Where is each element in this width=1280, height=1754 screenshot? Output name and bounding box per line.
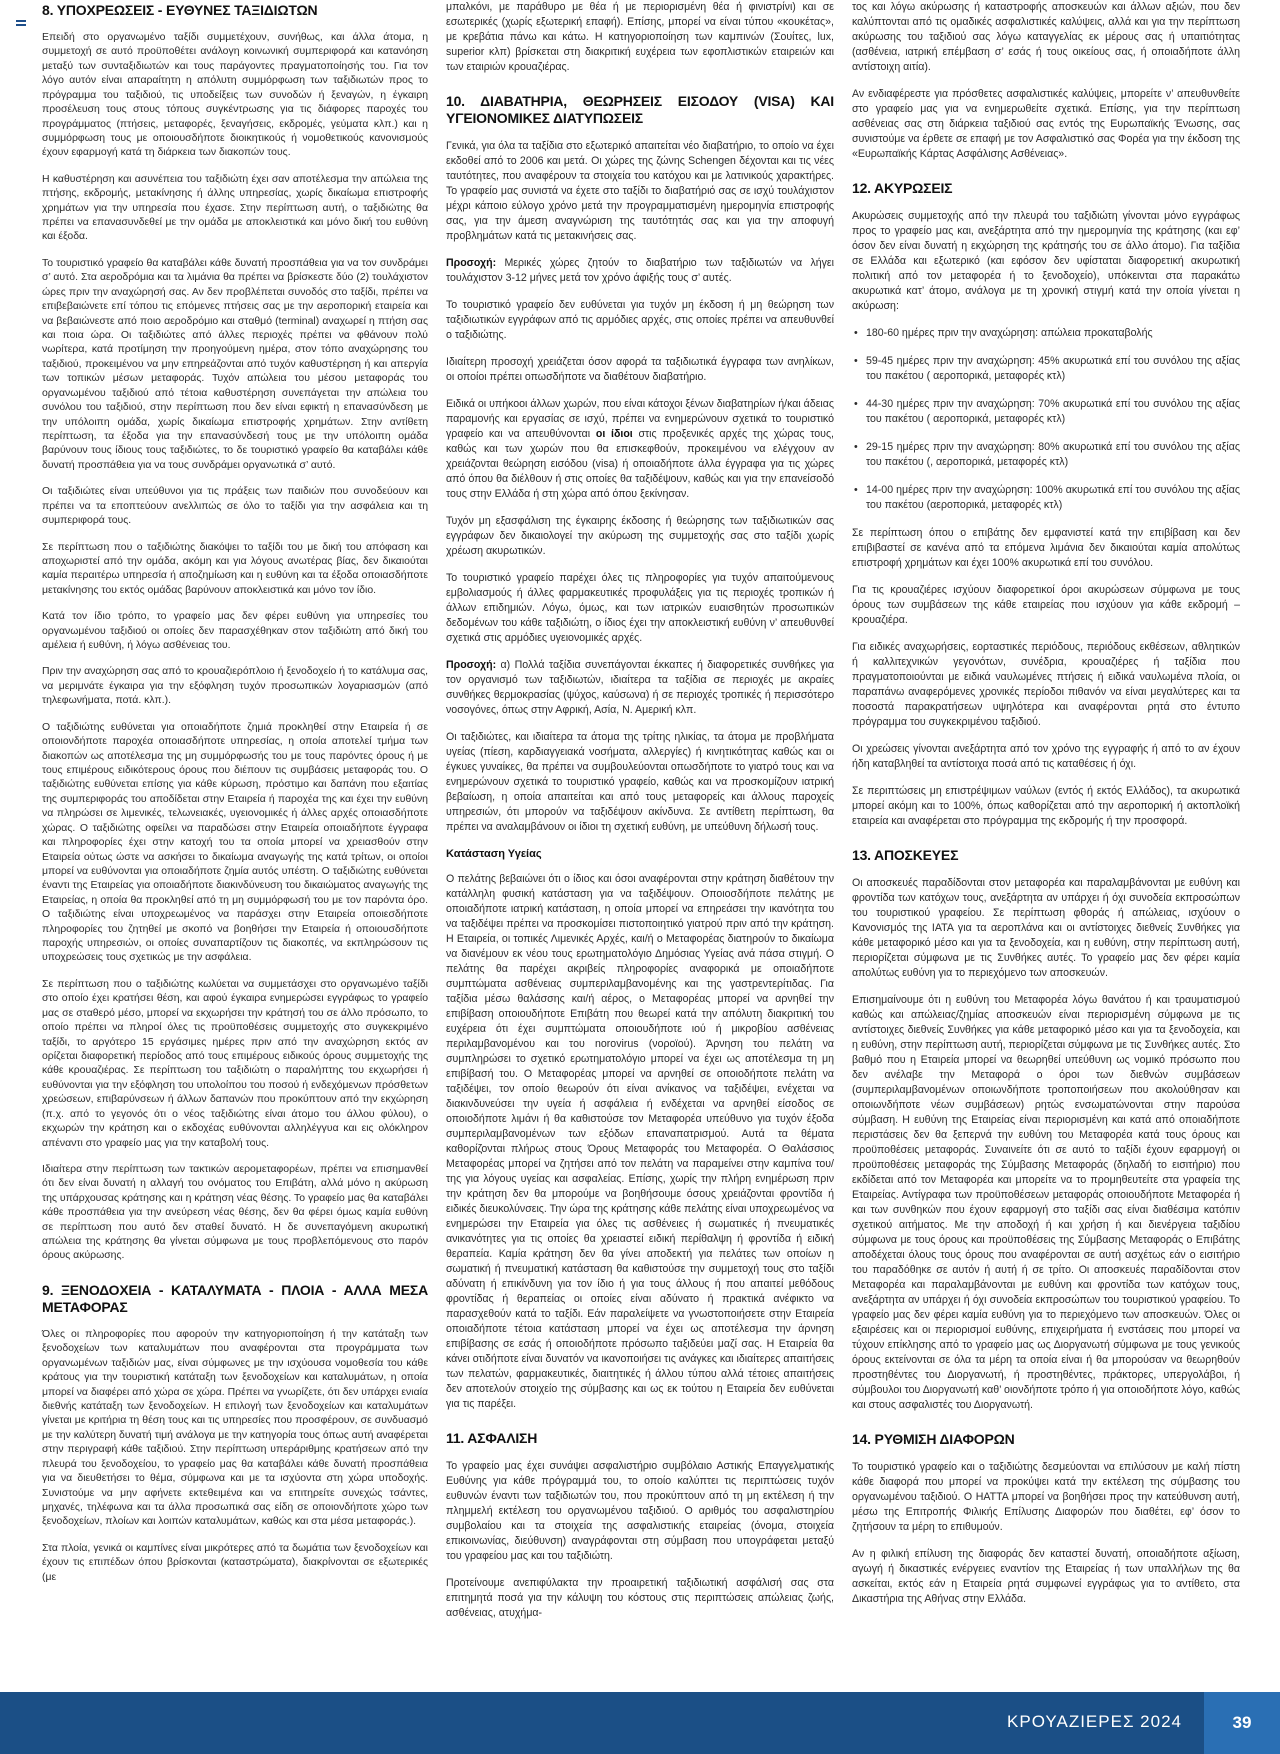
paragraph: Σε περίπτωση όπου ο επιβάτης δεν εμφανιστεί κατά την επιβίβαση και δεν επιβιβαστεί σε κανένα από τα επόμενα λιμάνια δεν δικαιούται καμία απολύτως επιστροφή χρημάτων και έχει 100% ακυρωτικά επί του συνόλου. (852, 527, 1240, 569)
paragraph-text: Μερικές χώρες ζητούν το διαβατήριο των ταξιδιωτών να λήγει τουλάχιστον 3-12 μήνες μετά τον χρόνο άφιξής τους σ’ αυτές. (446, 257, 834, 284)
paragraph: Πριν την αναχώρηση σας από το κρουαζιερόπλοιο ή ξενοδοχείο ή το κατάλυμα σας, να μεριμνάτε έγκαιρα για την εξόφληση τυχόν προσωπικών λογαριασμών (από τηλεφωνήματα, ποτά. κλπ.). (42, 666, 428, 707)
section-12-title: 12. ΑΚΥΡΩΣΕΙΣ (852, 180, 953, 196)
paragraph: Οι ταξιδιώτες είναι υπεύθυνοι για τις πράξεις των παιδιών που συνοδεύουν και πρέπει να τα εποπτεύουν ανελλιπώς σε όλο το ταξίδι για την ασφάλεια και τη συμπεριφορά τους. (42, 486, 428, 527)
footer-title: ΚΡΟΥΑΖΙΕΡΕΣ 2024 (1007, 1712, 1182, 1731)
paragraph-text: στις προξενικές αρχές της χώρας τους, καθώς και των χωρών που θα επισκεφθούν, προκειμένου να ελέγχουν αν χρειάζονται θεώρηση εισόδου (visa) ή οποιαδήποτε άλλα έγγραφα για τις χώρες από όπου θα διέλθουν ή στις οποίες θα ταξιδέψουν, καθώς και για την επανείσοδό τους στην Ελλάδα ή στη χώρα από όπου ξεκίνησαν. (446, 428, 834, 500)
paragraph: Ιδιαίτερα στην περίπτωση των τακτικών αερομεταφορέων, πρέπει να επισημανθεί ότι δεν είναι δυνατή η αλλαγή του ονόματος του Επιβάτη, αλλά μόνο η ακύρωση της υπάρχουσας κράτησης και η κράτηση νέας θέσης. Το γραφείο μας θα καταβάλει κάθε προσπάθεια για την ανεύρεση νέας θέσης, δεν θα φέρει όμως καμία ευθύνη σε περίπτωση που αυτό δεν σταθεί δυνατό. Η δε συνεπαγόμενη ακυρωτική απώλεια της κράτησης θα γίνεται σύμφωνα με τους προβλεπόμενους στο παρόν όρους ακύρωσης. (42, 1163, 428, 1262)
paragraph: Ο πελάτης βεβαιώνει ότι ο ίδιος και όσοι αναφέρονται στην κράτηση διαθέτουν την κατάλληλη φυσική κατάσταση για να ταξιδέψουν. Οποιοσδήποτε πελάτης με οποιαδήποτε ιατρική κατάσταση, η οποία μπορεί να επηρεάσει την ικανότητα του να ταξιδέψει πρέπει να προσκομίσει πιστοποιητικό γιατρού πριν από την κράτηση. Η Εταιρεία, οι τοπικές Λιμενικές Αρχές, και/ή ο Μεταφορέας διατηρούν το δικαίωμα να διανέμουν εκ νέου τους ερωτηματολόγιο Δημόσιας Υγείας ανά πάσα στιγμή. Ο πελάτης θα παρέχει ακριβείς πληροφορίες αναφορικά με οποιαδήποτε συμπτώματα ασθένειας συμπεριλαμβανομένης και της γαστρεντερίτιδας. Για ταξίδια μέσω θαλάσσης και/ή αέρος, ο Μεταφορέας μπορεί να αρνηθεί την επιβίβαση οποιουδήποτε Επιβάτη που θεωρεί κατά την απόλυτη διακριτική του ευχέρεια ότι έχει συμπτώματα οποιουδήποτε ιού ή μικροβίου ασθένειας περιλαμβανομένου και του norovirus (νοροϊού). Άρνηση του πελάτη να συμπληρώσει το σχετικό ερωτηματολόγιο μπορεί να έχει ως αποτέλεσμα τη μη επιβίβασή του. Ο Μεταφορέας μπορεί να αρνηθεί σε οποιοδήποτε πελάτη να ταξιδέψει, τον οποίο θεωρούν ότι είναι ανίκανος να ταξιδέψει, ενέχεται να διακινδυνεύσει την υγεία ή ασφάλεια ή ενδέχεται να αρνηθεί είσοδος σε οποιοδήποτε λιμάνι ή θα καθιστούσε τον Μεταφορέα υπεύθυνο για τυχόν έξοδα συμπεριλαμβανομένων των εξόδων επαναπατρισμού. Αυτά τα θέματα καθορίζονται πλήρως στους Όρους Μεταφοράς του Μεταφορέα. Ο Θαλάσσιος Μεταφορέας μπορεί να ζητήσει από τον πελάτη να παραμείνει στην καμπίνα του/της για λόγους υγείας και ασφαλείας. Επίσης, χωρίς την πλήρη ενημέρωση πριν την κράτηση δεν θα μπορούμε να βοηθήσουμε όσους χρειάζονται φροντίδα ή ειδικές διευκολύνσεις. Την ώρα της κράτησης κάθε πελάτης είναι υποχρεωμένος να ενημερώσει την Εταιρεία για όλες τις ασθένειες ή σωματικές ή πνευματικές ανικανότητες για τις οποίες θα χρειαστεί ειδική περίθαλψη ή φροντίδα ή ειδική θεραπεία. Καμία κράτηση δεν θα γίνει αποδεκτή για πελάτες των οποίων η σωματική ή πνευματική κατάσταση θα καθιστούσε την συμμετοχή τους στο ταξίδι αδύνατη ή επικίνδυνη για τον ίδιο ή για τους άλλους ή που απαιτεί μεθόδους φροντίδας ή θεραπείας οι οποίες είναι αδύνατο ή πρακτικά ανέφικτο να παρασχεθούν κατά το ταξίδι. Εάν παραλείψετε να γνωστοποιήσετε στην Εταιρεία οποιαδήποτε τέτοια κατάσταση μπορεί να έχει ως αποτέλεσμα την άρνηση επιβίβασης σε εσάς ή οποιοδήποτε πρόσωπο ταξιδεύει μαζί σας. Η Εταιρεία θα κάνει οτιδήποτε είναι δυνατόν να ικανοποιήσει τις ανάγκες και ιδιαίτερες απαιτήσεις των πελατών, φαρμακευτικές, διαιτητικές ή άλλου τύπου αλλά τέτοιες απαιτήσεις δεν αποτελούν στοιχείο της σύμβασης και ως εκ τούτου η Εταιρεία δεν ευθύνεται για τις παρέξει. (446, 873, 834, 1410)
paragraph: Οι χρεώσεις γίνονται ανεξάρτητα από τον χρόνο της εγγραφής ή από το αν έχουν ήδη καταβληθεί τα αντίστοιχα ποσά από τις καταθέσεις ή όχι. (852, 743, 1240, 770)
paragraph: Για τις κρουαζιέρες ισχύουν διαφορετικοί όροι ακυρώσεων σύμφωνα με τους όρους των συμβάσεων της κάθε εταιρείας που ισχύουν για κάθε εκδρομή – κρουαζιέρα. (852, 584, 1240, 626)
paragraph: Επισημαίνουμε ότι η ευθύνη του Μεταφορέα λόγω θανάτου ή και τραυματισμού καθώς και απώλειας/ζημίας αποσκευών είναι περιορισμένη σύμφωνα με τις αντίστοιχες διεθνείς Συνθήκες για κάθε μεταφορικό μέσο και για τα ξενοδοχεία, και η ευθύνη, στην περίπτωση αυτή, περιορίζεται σύμφωνα με τις Συνθήκες αυτές. Στο βαθμό που η Εταιρεία μπορεί να θεωρηθεί υπεύθυνη ως νομικό πρόσωπο που δεν ανέλαβε την Μεταφορά ο όροι των διεθνών συμβάσεων (συμπεριλαμβανομένων οποιωνδήποτε τροποποιήσεων που ακολούθησαν και οποιωνδήποτε νέων συμβάσεων) ρητώς ενσωματώνονται στην παρούσα σύμβαση. Η ευθύνη της Εταιρείας είναι περιορισμένη και κατά από οποιαδήποτε περιστάσεις δεν θα ξεπερνά την ευθύνη του Μεταφορέα κατά τους όρους και προϋποθέσεις μεταφοράς. Συναινείτε ότι σε αυτό το ταξίδι έχουν εφαρμογή οι προϋποθέσεις μεταφοράς της Σύμβασης Μεταφοράς (δηλαδή το εισιτήριο) που εκδίδεται από τον Μεταφορέα και μπορείτε να το προμηθευτείτε στα γραφεία της Εταιρείας. Αντίγραφα των προϋποθέσεων μεταφοράς οποιουδήποτε Μεταφορέα ή και των συνθηκών που έχουν εφαρμογή στο ταξίδι σας είναι διαθέσιμα κατόπιν σχετικού αιτήματος. Με την αποδοχή ή και χρήση ή και διενέργεια ταξιδίου σύμφωνα με τους όρους και προϋποθέσεις της Σύμβασης Μεταφοράς ο Επιβάτης αποδέχεται όλους τους όρους που αναφέρονται σε αυτή ασχέτως εάν ο εισιτήριο του παραδόθηκε σε αυτόν ή αυτή ή σε τρίτο. Οι αποσκευές παραδίδονται στον Μεταφορέα και παραλαμβάνονται με ευθύνη και φροντίδα των κατόχων τους, ανεξάρτητα αν υπάρχει ή όχι συνοδεία εκπροσώπων του τουριστικού γραφείου. Το γραφείο μας δεν φέρει καμία ευθύνη για το περιεχόμενο των αποσκευών. Όλες οι εξαιρέσεις και οι περιορισμοί ευθύνης, επιχειρήματα ή ενστάσεις που μπορεί να τύχουν επίκλησης από το γραφείο μας ως Διοργανωτή σύμφωνα με τους γενικούς όρους εκτείνονται σε όλα τα μέρη τα οποία είναι ή θα μπορούσαν να θεωρηθούν προστηθέντες του Διοργανωτή, ή προστηθέντες, πράκτορες, υπεργολάβοι, ή σύμβουλοι του Διοργανωτή καθ’ οιονδήποτε τρόπο ή για οποιοδήποτε λόγο, καθώς και στους ασφαλιστές του Διοργανωτή. (852, 994, 1240, 1411)
paragraph: Κατά τον ίδιο τρόπο, το γραφείο μας δεν φέρει ευθύνη για υπηρεσίες του οργανωμένου ταξιδιού οι οποίες δεν παρασχέθηκαν στον ταξιδιώτη από δική του αμέλεια ή ευθύνη, ή λόγω ασθένειας του. (42, 611, 428, 652)
paragraph: Για ειδικές αναχωρήσεις, εορταστικές περιόδους, περιόδους εκθέσεων, αθλητικών ή καλλιτεχνικών γεγονότων, συνέδρια, κρουαζιέρες ή ταξίδια που πραγματοποιούνται με ειδικά ναυλωμένες πτήσεις ή ειδικά ναυλωμένα πλοία, οι παραπάνω αναφερόμενες χρονικές περίοδοι πιθανόν να είναι μεγαλύτερες και τα ποσοστά παρακρατήσεων υψηλότερα και αναφέρονται ρητά στο έντυπο πρόγραμμα του συγκεκριμένου ταξιδιού. (852, 641, 1240, 728)
list-item: • 180-60 ημέρες πριν την αναχώρηση: απώλεια προκαταβολής (852, 326, 1240, 341)
paragraph: Οι αποσκευές παραδίδονται στον μεταφορέα και παραλαμβάνονται με ευθύνη και φροντίδα των κατόχων τους, ανεξάρτητα αν υπάρχει ή όχι συνοδεία εκπροσώπων του τουριστικού γραφείου. Σε περίπτωση φθοράς ή απώλειας, ισχύουν ο Κανονισμός της IATA για τα αεροπλάνα και οι αντίστοιχες διεθνείς Συνθήκες για κάθε μεταφορικό μέσο και για τα ξενοδοχεία, και η ευθύνη, στην περίπτωση αυτή, περιορίζεται σύμφωνα με τις Συνθήκες αυτές. Το γραφείο μας δεν φέρει καμία απολύτως ευθύνη για το περιεχόμενο των αποσκευών. (852, 877, 1240, 979)
paragraph: Το γραφείο μας έχει συνάψει ασφαλιστήριο συμβόλαιο Αστικής Επαγγελματικής Ευθύνης για κάθε πρόγραμμά του, το οποίο καλύπτει τις περιπτώσεις τυχόν ευθυνών έναντι των ταξιδιωτών του, που προκύπτουν από τη μη εκτέλεση ή την πλημμελή εκτέλεση του οργανωμένου ταξιδιού. Ο αριθμός του ασφαλιστηρίου συμβολαίου και τα στοιχεία της ασφαλιστικής εταιρείας (όνομα, στοιχεία επικοινωνίας, διεύθυνση) αναγράφονται στη σύμβαση που υπογράφεται μεταξύ του γραφείου μας και του ταξιδιώτη. (446, 1460, 834, 1562)
page-number: 39 (1204, 1692, 1280, 1754)
paragraph: Αν η φιλική επίλυση της διαφοράς δεν καταστεί δυνατή, οποιαδήποτε αξίωση, αγωγή ή δικαστικές ενέργειες εναντίον της Εταιρείας ή των υπαλλήλων της θα ασκείται, εκτός εάν η Εταιρεία ρητά συμφωνεί εγγράφως για το αντίθετο, στα Δικαστήρια της Αθήνας στην Ελλάδα. (852, 1548, 1240, 1605)
paragraph: Το τουριστικό γραφείο και ο ταξιδιώτης δεσμεύονται να επιλύσουν με καλή πίστη κάθε διαφορά που μπορεί να προκύψει κατά την εκτέλεση της σύμβασης του οργανωμένου ταξιδιού. Ο HATTA μπορεί να βοηθήσει προς την κατεύθυνση αυτή, μέσω της Επιτροπής Φιλικής Επίλυσης Διαφορών που διαθέτει, εφ’ όσον το ζητήσουν τα μέρη το επιθυμούν. (852, 1461, 1240, 1533)
warning-label: Προσοχή: (446, 257, 497, 269)
bold-text: οι ίδιοι (595, 428, 633, 440)
paragraph: Το τουριστικό γραφείο θα καταβάλει κάθε δυνατή προσπάθεια για να τον συνδράμει σ’ αυτό. Στα αεροδρόμια και τα λιμάνια θα πρέπει να βρίσκεστε δύο (2) τουλάχιστον ώρες πριν την αναχώρησή σας. Αν δεν προβλέπεται συνοδός στο ταξίδι, πρέπει να επιβεβαιώνετε επί τόπου τις επόμενες πτήσεις σας με την αεροπορική εταιρεία και να βεβαιώνεστε από ποιο αεροδρόμιο και σταθμό (terminal) αναχωρεί η πτήση σας και ποια ώρα. Οι ταξιδιώτες από άλλες περιοχές πρέπει να φθάνουν πολύ νωρίτερα, κατά προτίμηση την προηγούμενη ημέρα, στον τόπο αναχώρησης του ταξιδιού, προκειμένου να μην επηρεάζονται από τυχόν καθυστέρηση ή και απεργία των τοπικών μέσων μεταφοράς. Τυχόν απώλεια του μέσου μεταφοράς του οργανωμένου ταξιδιού από τέτοια καθυστέρηση συνεπάγεται την απώλεια του συνόλου του ταξιδιού, στην περίπτωση που δεν είναι εφικτή η επανασύνδεση με την υπόλοιπη ομάδα, χωρίς δικαίωμα επιστροφής χρημάτων. Στην αντίθετη περίπτωση, τα έξοδα για την επανασύνδεσή τους με την υπόλοιπη ομάδα βαρύνουν τους ίδιους τους ταξιδιώτες, το δε τουριστικό γραφείο θα καταβάλει κάθε δυνατή προσπάθεια για να τους συνδράμει οργανωτικά σ’ αυτό. (42, 257, 428, 471)
paragraph: Το τουριστικό γραφείο παρέχει όλες τις πληροφορίες για τυχόν απαιτούμενους εμβολιασμούς ή άλλες φαρμακευτικές προφυλάξεις για τις περιοχές τροπικών ή άλλων επιδημιών. Λόγω, όμως, και των ιατρικών ευαισθητών προσωπικών δεδομένων του κάθε ταξιδιώτη, ο ίδιος έχει την αποκλειστική ευθύνη ν’ απευθυνθεί σχετικά στις αρμόδιες υγειονομικές αρχές. (446, 572, 834, 644)
list-item: • 44-30 ημέρες πριν την αναχώρηση: 70% ακυρωτικά επί του συνόλου της αξίας του πακέτου ( αεροπορικά, μεταφορές κτλ) (852, 397, 1240, 427)
paragraph: Προτείνουμε ανεπιφύλακτα την προαιρετική ταξιδιωτική ασφάλισή σας στα επιτημητά ποσά για την κάλυψη του κόστους στις περιπτώσεις απώλειας ζωής, ασθένειας, ατυχήμα- (446, 1577, 834, 1619)
paragraph: Ακυρώσεις συμμετοχής από την πλευρά του ταξιδιώτη γίνονται μόνο εγγράφως προς το γραφείο μας και, ανεξάρτητα από την ημερομηνία της κράτησης (και εφ’ όσον δεν είναι δυνατή η εκχώρηση της κράτησής του σε άλλο άτομο). Για ταξίδια σε Ελλάδα και εξωτερικό (και εφόσον δεν υφίσταται διαφορετική ακυρωτική πολιτική από τον μεταφορέα ή το ξενοδοχείο), υπόκεινται στα παρακάτω ακυρωτικά κατ’ άτομο, ανάλογα με τη χρονική στιγμή κατά την οποία γίνεται η ακύρωση: (852, 210, 1240, 312)
list-item: • 59-45 ημέρες πριν την αναχώρηση: 45% ακυρωτικά επί του συνόλου της αξίας του πακέτου ( αεροπορικά, μεταφορές κτλ) (852, 354, 1240, 384)
menu-icon[interactable] (16, 20, 26, 28)
section-10-title: 10. ΔΙΑΒΑΤΗΡΙΑ, ΘΕΩΡΗΣΕΙΣ ΕΙΣΟΔΟΥ (VISA) ΚΑΙ ΥΓΕΙΟΝΟΜΙΚΕΣ ΔΙΑΤΥΠΩΣΕΙΣ (446, 93, 834, 126)
health-subtitle: Κατάσταση Υγείας (446, 848, 542, 860)
section-14-title: 14. ΡΥΘΜΙΣΗ ΔΙΑΦΟΡΩΝ (852, 1431, 1015, 1447)
paragraph: Σε περίπτωση που ο ταξιδιώτης διακόψει το ταξίδι του με δική του απόφαση και αποχωριστεί από την ομάδα, ακόμη και για λόγους ανωτέρας βίας, δεν δικαιούται καμία περαιτέρω υπηρεσία ή αποζημίωση και η ευθύνη και τα έξοδα οποιασδήποτε μετακίνησης του εκτός ομάδας βαρύνουν αποκλειστικά και μόνο τον ίδιο. (42, 541, 428, 596)
paragraph: Επειδή στο οργανωμένο ταξίδι συμμετέχουν, συνήθως, και άλλα άτομα, η συμμετοχή σε αυτό προϋποθέτει ανάλογη κοινωνική συμπεριφορά και κατανόηση μεταξύ των συνταξιδιωτών και τους παράγοντες πραγματοποίησής του. Για τον λόγο αυτόν είναι απαραίτητη η απόλυτη συμμόρφωση των ταξιδιωτών προς το πρόγραμμα του ταξιδιού, τις υποδείξεις των συνοδών ή ξεναγών, η έγκαιρη προσέλευση τους στους τόπους συγκέντρωσης για τις διάφορες παροχές του προγράμματος (πτήσεις, μεταφορές, ξεναγήσεις, εκδρομές, γεύματα κλπ.) και η συμμόρφωση τους με οποιουσδήποτε διοικητικούς ή νομοθετικούς κανονισμούς έχουν εφαρμογή κατά τη διάρκεια των διακοπών τους. (42, 32, 428, 159)
paragraph: Τυχόν μη εξασφάλιση της έγκαιρης έκδοσης ή θεώρησης των ταξιδιωτικών σας εγγράφων δεν δικαιολογεί την ακύρωση της συμμετοχής σας στο ταξίδι χωρίς χρέωση ακυρωτικών. (446, 515, 834, 557)
paragraph: Ο ταξιδιώτης ευθύνεται για οποιαδήποτε ζημιά προκληθεί στην Εταιρεία ή σε οποιονδήποτε παροχέα οποιασδήποτε υπηρεσίας, η οποία αποτελεί τμήμα των διακοπών ως αποτέλεσμα της μη συμμόρφωσής του με τους παρόντες όρους ή με τους επιμέρους ειδικότερους όρους που διέπουν τις συμβάσεις μεταφοράς του. Ο ταξιδιώτης ευθύνεται επίσης για κάθε κύρωση, πρόστιμο και δαπάνη που εξαιτίας της συμπεριφοράς του αποδίδεται στην Εταιρεία ή παροχέα της και έχει την ευθύνη να πληρώσει σε λιμενικές, τελωνειακές, υγειονομικές ή άλλες αρχές οποιασδήποτε χώρας. Ο ταξιδιώτης οφείλει να παραδώσει στην Εταιρεία οποιαδήποτε έγγραφα και πληροφορίες έχει στην κατοχή του τα οποία μπορεί να χρειασθούν στην Εταιρεία ούτως ώστε να ασκήσει το δικαίωμα αναγωγής της κατά τρίτων, οι οποίοι μπορεί να ευθύνονται για οποιαδήποτε ζημία αυτός υπέστη. Ο ταξιδιώτης ευθύνεται έναντι της Εταιρείας για οποιαδήποτε διακινδύνευση του δικαιώματος αναγωγής της Εταιρείας, η οποία θα προκληθεί από τη μη συμμόρφωσή του με τον παρόντα όρο. Ο ταξιδιώτης είναι υποχρεωμένος να παράσχει στην Εταιρεία οποιεσδήποτε πληροφορίες του ζητηθεί με σκοπό να βοηθήσει την Εταιρεία ή οποιουσδήποτε παροχής υπηρεσιών, οι οποίες συναπαρτίζουν τις διακοπές, να εκπληρώσουν τις υποχρεώσεις τους σχετικώς με την ασφάλεια. (42, 721, 428, 964)
paragraph (446, 658, 834, 718)
paragraph: Σε περιπτώσεις μη επιστρέψιμων ναύλων (εντός ή εκτός Ελλάδος), τα ακυρωτικά μπορεί ακόμη και το 100%, όπως καθορίζεται από την αεροπορική ή ακτοπλοϊκή εταιρεία και αναφέρεται στο πρόγραμμα της εκδρομής ή την προσφορά. (852, 785, 1240, 827)
column-3 (852, 0, 1240, 1619)
paragraph (446, 256, 834, 286)
paragraph: Το τουριστικό γραφείο δεν ευθύνεται για τυχόν μη έκδοση ή μη θεώρηση των ταξιδιωτικών εγγράφων από τις αρμόδιες αρχές, στις οποίες πρέπει να απευθυνθεί ο ταξιδιώτης. (446, 299, 834, 341)
column-1 (42, 0, 428, 1597)
paragraph-text: α) Πολλά ταξίδια συνεπάγονται έκκαπες ή διαφορετικές συνθήκες για τον οργανισμό των ταξιδιωτών, ιδιαίτερα τα ταξίδια σε περιοχές με ακραίες συνθήκες θερμοκρασίας (ψύχος, καύσωνα) ή σε περιοχές τροπικές ή περισσότερο νοσογόνες, όπως στην Αφρική, Ασία, Ν. Αμερική κλπ. (446, 659, 834, 716)
paragraph (446, 397, 834, 502)
list-item: • 14-00 ημέρες πριν την αναχώρηση: 100% ακυρωτικά επί του συνόλου της αξίας του πακέτου (αεροπορικά, μεταφορές κτλ) (852, 483, 1240, 513)
section-13-title: 13. ΑΠΟΣΚΕΥΕΣ (852, 847, 959, 863)
footer-bar (0, 1692, 1280, 1754)
paragraph: Η καθυστέρηση και ασυνέπεια του ταξιδιώτη έχει σαν αποτέλεσμα την απώλεια της πτήσης, εκδρομής, μετακίνησης ή άλλης υπηρεσίας, χωρίς δικαίωμα επιστροφής χρημάτων για την υπηρεσία που έχασε. Στην περίπτωση αυτή, ο ταξιδιώτης θα πρέπει να επανασυνδεθεί με την ομάδα με αποκλειστικά και μόνο δική του ευθύνη και έξοδα. (42, 173, 428, 243)
list-item: • 29-15 ημέρες πριν την αναχώρηση: 80% ακυρωτικά επί του συνόλου της αξίας του πακέτου (, αεροπορικά, μεταφορές κτλ) (852, 440, 1240, 470)
section-11-title: 11. ΑΣΦΑΛΙΣΗ (446, 1430, 538, 1446)
cancellation-list (852, 326, 1240, 513)
paragraph: Στα πλοία, γενικά οι καμπίνες είναι μικρότερες από τα δωμάτια των ξενοδοχείων και έχουν τις επιπέδων όπου βρίσκονται (καταστρώματα), διακρίνονται σε εξωτερικές (με (42, 1542, 428, 1583)
paragraph: Όλες οι πληροφορίες που αφορούν την κατηγοριοποίηση ή την κατάταξη των ξενοδοχείων των καταλυμάτων που αναφέρονται στα προγράμματα των οργανωμένων ταξιδιών μας, είναι σύμφωνες με την ισχύουσα νομοθεσία του κάθε κράτους για την τουριστική κατάταξη των ξενοδοχείων και καταλυμάτων, η οποία μπορεί να διαφέρει από χώρα σε χώρα. Πρέπει να γνωρίζετε, ότι δεν υπάρχει ενιαία διεθνής κατάταξη των ξενοδοχείων. Η επιλογή των ξενοδοχείων και καταλυμάτων γίνεται με κριτήρια τη θέση τους και τις υπηρεσίες που προσφέρουν, σε συνδυασμό με την καλύτερη δυνατή τιμή ανάλογα με την κατηγορία τους όπως αυτή αναφέρεται στην περιγραφή κάθε ταξιδιού. Στην περίπτωση υπεράριθμης κρατήσεων από την πλευρά του ξενοδοχείου, το γραφείο μας θα καταβάλει κάθε δυνατή προσπάθεια για να διευθετήσει το θέμα, σύμφωνα και με τα ισχύοντα στη χώρα υποδοχής. Συνιστούμε να μην αφήνετε εκτεθειμένα και να επιτηρείτε συνεχώς τσάντες, μηχανές, τηλέφωνα και τα άλλα προσωπικά σας είδη σε οποιονδήποτε χώρο των ξενοδοχείων, πλοίων και λοιπών καταλυμάτων, καθώς και στα μέσα μεταφοράς.). (42, 1328, 428, 1528)
column-2 (446, 0, 834, 1633)
paragraph: τος και λόγω ακύρωσης ή καταστροφής αποσκευών και άλλων αξιών, που δεν καλύπτονται από τις ομαδικές ασφαλιστικές καλύψεις, αλλά και για την περίπτωση ακύρωσης του ταξιδιού σας λόγω καταγγελίας εκ μέρους σας ή υπαιτιότητας (ασθένεια, ιατρική επέμβαση σ’ εσάς ή τους οικείους σας, ή οποιαδήποτε άλλη αντίστοιχη αιτία). (852, 1, 1240, 73)
paragraph: Σε περίπτωση που ο ταξιδιώτης κωλύεται να συμμετάσχει στο οργανωμένο ταξίδι στο οποίο έχει κρατήσει θέση, και αφού έγκαιρα ενημερώσει εγγράφως το γραφείο μας σε σταθερό μέσο, μπορεί να εκχωρήσει την κράτησή του σε άλλο πρόσωπο, το οποίο πρέπει να πληροί όλες τις προϋποθέσεις συμμετοχής στο συγκεκριμένο ταξίδι, το αργότερο 15 εργάσιμες ημέρες πριν από την αναχώρηση εκτός αν ορίζεται διαφορετική περίοδος από τους επιμέρους ειδικούς όρους συμμετοχής της κάθε κρουαζιέρας. Σε περίπτωση του ταξιδιώτη ο παραλήπτης του εκχωρήσει ή ευθύνονται για την εξόφληση του υπολοίπου του ποσού ή ενδεχόμενων πρόσθετων χρεώσεων, επιβαρύνσεων ή άλλων δαπανών που προκύπτουν από την εκχώρηση (π.χ. από το γεγονός ότι ο νέος ταξιδιώτης είναι άτομο του άλλου φύλου), ο εκχωρών την κράτηση και ο εκδοχέας ευθύνονται αλληλέγγυα και εις ολόκληρον απέναντι στο γραφείο μας για την καταβολή τους. (42, 978, 428, 1149)
section-8-title: 8. ΥΠΟΧΡΕΩΣΕΙΣ - ΕΥΘΥΝΕΣ ΤΑΞΙΔΙΩΤΩΝ (42, 2, 318, 18)
warning-label: Προσοχή: (446, 659, 497, 671)
section-9-title: 9. ΞΕΝΟΔΟΧΕΙΑ - ΚΑΤΑΛΥΜΑΤΑ - ΠΛΟΙΑ - ΑΛΛΑ ΜΕΣΑ ΜΕΤΑΦΟΡΑΣ (42, 1281, 428, 1315)
paragraph: μπαλκόνι, με παράθυρο με θέα ή με περιορισμένη θέα ή φινιστρίνι) και σε εσωτερικές (χωρίς εξωτερική επαφή). Επίσης, μπορεί να είναι τύπου «κουκέτας», με κρεβάτια πάνω και κάτω. Η κατηγοριοποίηση των καμπινών (Σουίτες, lux, superior κλπ) βρίσκεται στη διακριτική ευχέρεια των εφοπλιστικών εταιρειών και των εταιριών κρουαζιέρας. (446, 1, 834, 73)
paragraph: Ιδιαίτερη προσοχή χρειάζεται όσον αφορά τα ταξιδιωτικά έγγραφα των ανηλίκων, οι οποίοι πρέπει οπωσδήποτε να διαθέτουν διαβατήριο. (446, 356, 834, 383)
paragraph: Γενικά, για όλα τα ταξίδια στο εξωτερικό απαιτείται νέο διαβατήριο, το οποίο να έχει εκδοθεί από το 2006 και μετά. Οι χώρες της ζώνης Schengen δέχονται και τις νέες ταυτότητες, που αναφέρουν τα στοιχεία του κατόχου και με λατινικούς χαρακτήρες. Το γραφείο μας συνιστά να έχετε στο ταξίδι το διαβατήριό σας σε ισχύ τουλάχιστον μέχρι κάποιο εύλογο χρόνο μετά την προγραμματισμένη ημερομηνία επιστροφής σας, για την άμεση αναγνώριση της ταυτότητάς σας και για την αποφυγή προβλημάτων κατά τις μετακινήσεις σας. (446, 140, 834, 242)
paragraph: Αν ενδιαφέρεστε για πρόσθετες ασφαλιστικές καλύψεις, μπορείτε ν’ απευθυνθείτε στο γραφείο μας για να ενημερωθείτε σχετικά. Επίσης, για την περίπτωση ασθένειας σας στη διάρκεια ταξιδιού σας εντός της Ευρωπαϊκής Ένωσης, σας συνιστούμε να έρθετε σε επαφή με τον Ασφαλιστικό σας Φορέα για την έκδοση της «Ευρωπαϊκής Κάρτας Ασφάλισης Ασθένειας». (852, 88, 1240, 160)
paragraph-text: Ειδικά οι υπήκοοι άλλων χωρών, που είναι κάτοχοι ξένων διαβατηρίων ή/και άδειας παραμονής και εργασίας σε ισχύ, πρέπει να ενημερώνουν σχετικά το τουριστικό γραφείο και να απευθύνονται (446, 398, 835, 440)
paragraph: Οι ταξιδιώτες, και ιδιαίτερα τα άτομα της τρίτης ηλικίας, τα άτομα με προβλήματα υγείας (πίεση, καρδιαγγειακά νοσήματα, αλλεργίες) ή κινητικότητας καθώς και οι έγκυες γυναίκες, θα πρέπει να συμβουλεύονται οπωσδήποτε το γιατρό τους και να ενημερώνουν σχετικά το τουριστικό γραφείο, καθώς και να προσκομίζουν ιατρική βεβαίωση, η οποία απαιτείται και από τους μεταφορείς και άλλους παροχείς υπηρεσιών, ότι μπορούν να ταξιδέψουν ακίνδυνα. Σε αντίθετη περίπτωση, θα πρέπει να αναλαμβάνουν οι ίδιοι τη σχετική ευθύνη, με υπεύθυνη δήλωσή τους. (446, 731, 834, 833)
